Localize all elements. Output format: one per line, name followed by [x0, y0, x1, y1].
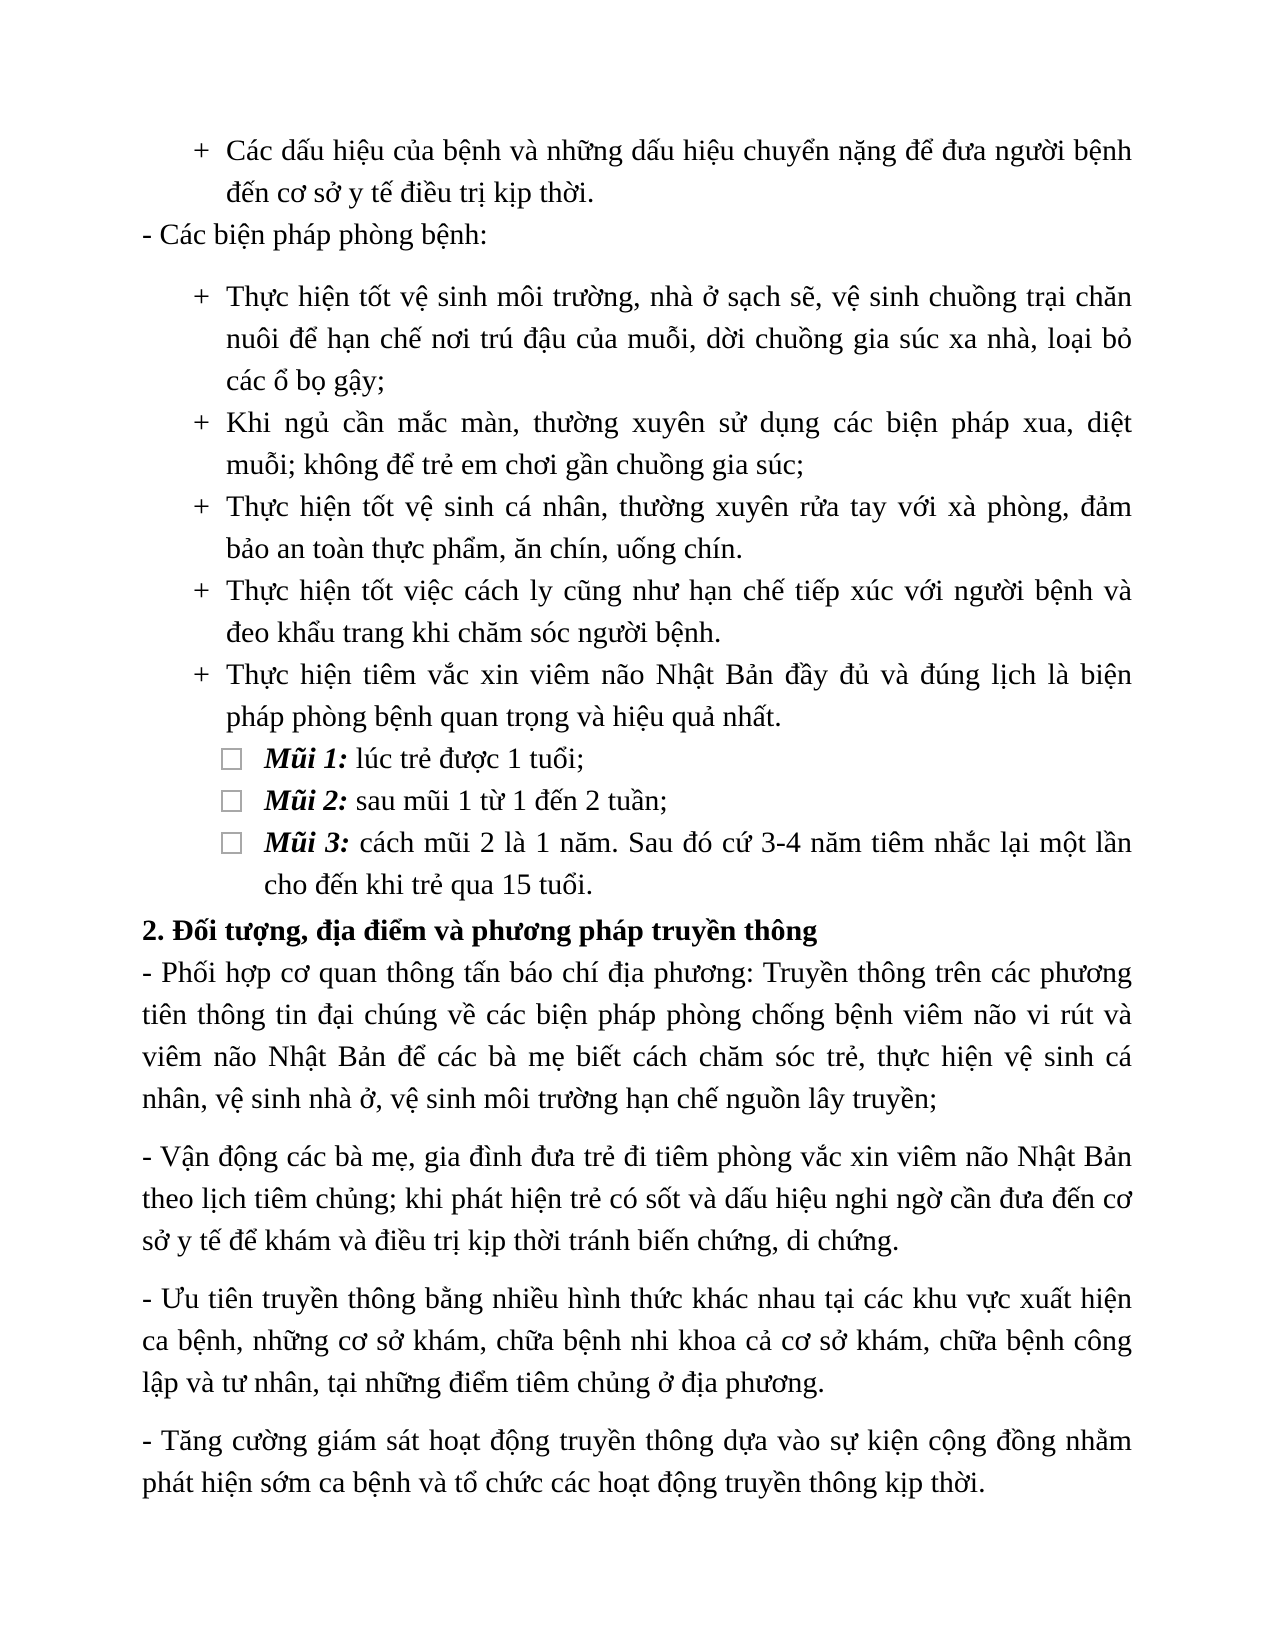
dose-item-2 — [264, 780, 1132, 822]
list-item-isolation — [193, 570, 1132, 654]
list-item-mosquito-net — [193, 402, 1132, 486]
list-item-personal-hygiene — [193, 486, 1132, 570]
plus-bullet-icon: + — [193, 280, 210, 313]
plus-bullet-icon: + — [193, 406, 210, 439]
paragraph-text: Thực hiện tốt vệ sinh môi trường, nhà ở sạch sẽ, vệ sinh chuồng trại chăn nuôi để hạn chế nơi trú đậu của muỗi, dời chuồng gia súc xa nhà, loại bỏ các ổ bọ gậy; — [226, 280, 1132, 397]
section-heading: 2. Đối tượng, địa điểm và phương pháp truyền thông — [142, 914, 818, 947]
dose-label: Mũi 1: — [264, 742, 349, 775]
paragraph-text: Thực hiện tiêm vắc xin viêm não Nhật Bản đầy đủ và đúng lịch là biện pháp phòng bệnh quan trọng và hiệu quả nhất. — [226, 658, 1132, 733]
plus-bullet-icon: + — [193, 658, 210, 691]
list-item-warning-signs — [193, 130, 1132, 214]
dose-label: Mũi 3: — [264, 826, 351, 859]
dose-text: lúc trẻ được 1 tuổi; — [355, 742, 585, 775]
paragraph-media-cooperation: - Phối hợp cơ quan thông tấn báo chí địa phương: Truyền thông trên các phương tiên thông tin đại chúng về các biện pháp phòng chống bệnh viêm não vi rút và viêm não Nhật Bản để các bà mẹ biết cách chăm sóc trẻ, thực hiện vệ sinh cá nhân, vệ sinh nhà ở, vệ sinh môi trường hạn chế nguồn lây truyền; — [142, 956, 1132, 1115]
paragraph-text: Các dấu hiệu của bệnh và những dấu hiệu chuyển nặng để đưa người bệnh đến cơ sở y tế điều trị kịp thời. — [226, 134, 1132, 209]
paragraph-text: Thực hiện tốt việc cách ly cũng như hạn chế tiếp xúc với người bệnh và đeo khẩu trang khi chăm sóc người bệnh. — [226, 574, 1132, 649]
dose-text: sau mũi 1 từ 1 đến 2 tuần; — [355, 784, 668, 817]
plus-bullet-icon: + — [193, 134, 210, 167]
paragraph-mobilize-mothers: - Vận động các bà mẹ, gia đình đưa trẻ đi tiêm phòng vắc xin viêm não Nhật Bản theo lịch tiêm chủng; khi phát hiện trẻ có sốt và dấu hiệu nghi ngờ cần đưa đến cơ sở y tế để khám và điều trị kịp thời tránh biến chứng, di chứng. — [142, 1140, 1132, 1257]
paragraph-priority-communication: - Ưu tiên truyền thông bằng nhiều hình thức khác nhau tại các khu vực xuất hiện ca bệnh, những cơ sở khám, chữa bệnh nhi khoa cả cơ sở khám, chữa bệnh công lập và tư nhân, tại những điểm tiêm chủng ở địa phương. — [142, 1282, 1132, 1399]
paragraph-surveillance: - Tăng cường giám sát hoạt động truyền thông dựa vào sự kiện cộng đồng nhằm phát hiện sớm ca bệnh và tổ chức các hoạt động truyền thông kịp thời. — [142, 1424, 1132, 1499]
list-item-environment-hygiene — [193, 276, 1132, 402]
dose-item-1 — [264, 738, 1132, 780]
dose-item-3 — [264, 822, 1132, 906]
list-item-vaccination — [193, 654, 1132, 738]
paragraph-text: Thực hiện tốt vệ sinh cá nhân, thường xuyên rửa tay với xà phòng, đảm bảo an toàn thực phẩm, ăn chín, uống chín. — [226, 490, 1132, 565]
dose-label: Mũi 2: — [264, 784, 349, 817]
page-content — [142, 130, 1132, 1504]
dose-text: cách mũi 2 là 1 năm. Sau đó cứ 3-4 năm tiêm nhắc lại một lần cho đến khi trẻ qua 15 tuổi. — [264, 826, 1133, 901]
plus-bullet-icon: + — [193, 574, 210, 607]
paragraph-text: Khi ngủ cần mắc màn, thường xuyên sử dụng các biện pháp xua, diệt muỗi; không để trẻ em chơi gần chuồng gia súc; — [226, 406, 1132, 481]
checkbox-icon — [221, 832, 242, 854]
checkbox-icon — [221, 748, 242, 770]
checkbox-icon — [221, 790, 242, 812]
plus-bullet-icon: + — [193, 490, 210, 523]
paragraph-prevention-intro: - Các biện pháp phòng bệnh: — [142, 218, 488, 251]
